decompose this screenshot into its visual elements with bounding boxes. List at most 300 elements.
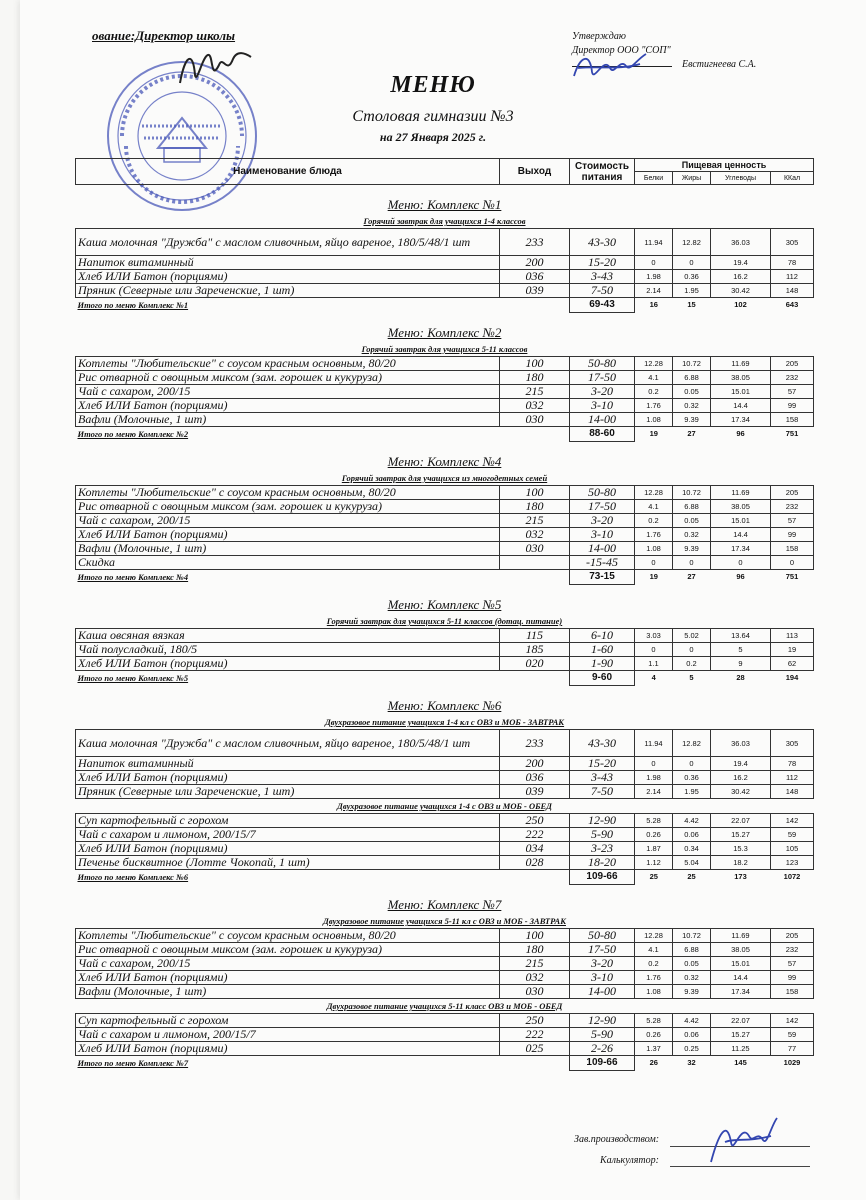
dish-fats: 10.72 xyxy=(673,357,711,371)
dish-fats: 10.72 xyxy=(673,486,711,500)
dish-output: 100 xyxy=(500,929,570,943)
dish-carbs: 16.2 xyxy=(711,771,771,785)
table-row xyxy=(76,528,814,542)
dish-output: 215 xyxy=(500,385,570,399)
dish-name: Котлеты "Любительские" с соусом красным основным, 80/20 xyxy=(76,357,500,371)
dish-kcal: 205 xyxy=(771,929,814,943)
dish-fats: 9.39 xyxy=(673,542,711,556)
dish-price: 15-20 xyxy=(570,256,635,270)
col-header-proteins: Белки xyxy=(635,172,673,185)
group-title: Горячий завтрак для учащихся 5-11 классов xyxy=(361,344,528,354)
dish-kcal: 305 xyxy=(771,730,814,757)
total-kcal: 194 xyxy=(785,673,799,683)
dish-kcal: 57 xyxy=(771,957,814,971)
dish-name: Хлеб ИЛИ Батон (порциями) xyxy=(76,971,500,985)
total-fats: 27 xyxy=(687,572,696,582)
dish-proteins: 4.1 xyxy=(635,500,673,514)
dish-kcal: 62 xyxy=(771,657,814,671)
total-fats: 25 xyxy=(687,872,696,882)
dish-proteins: 0.26 xyxy=(635,828,673,842)
col-header-carbs: Углеводы xyxy=(711,172,771,185)
total-proteins: 26 xyxy=(649,1058,658,1068)
dish-output: 030 xyxy=(500,985,570,999)
table-row xyxy=(76,985,814,999)
dish-name: Чай с сахаром и лимоном, 200/15/7 xyxy=(76,1028,500,1042)
dish-fats: 4.42 xyxy=(673,814,711,828)
dish-fats: 6.88 xyxy=(673,500,711,514)
dish-kcal: 205 xyxy=(771,486,814,500)
dish-proteins: 0 xyxy=(635,556,673,570)
table-row xyxy=(76,514,814,528)
dish-fats: 0.25 xyxy=(673,1042,711,1056)
group-title: Двухразовое питание учащихся 5-11 кл с ОВЗ и МОБ - ЗАВТРАК xyxy=(323,916,566,926)
dish-carbs: 38.05 xyxy=(711,943,771,957)
table-row xyxy=(76,643,814,657)
dish-name: Чай полусладкий, 180/5 xyxy=(76,643,500,657)
total-label: Итого по меню Комплекс №2 xyxy=(77,429,189,440)
table-row xyxy=(76,814,814,828)
dish-price: 7-50 xyxy=(570,284,635,298)
section-title: Меню: Комплекс №2 xyxy=(387,325,502,340)
dish-kcal: 112 xyxy=(771,270,814,284)
dish-proteins: 1.98 xyxy=(635,270,673,284)
dish-name: Печенье бисквитное (Лотте Чокопай, 1 шт) xyxy=(76,856,500,870)
dish-fats: 0.05 xyxy=(673,957,711,971)
table-row xyxy=(76,828,814,842)
table-row xyxy=(76,229,814,256)
dish-name: Рис отварной с овощным миксом (зам. горошек и кукуруза) xyxy=(76,943,500,957)
dish-output: 032 xyxy=(500,528,570,542)
total-fats: 27 xyxy=(687,429,696,439)
dish-price: 3-10 xyxy=(570,528,635,542)
dish-price: 5-90 xyxy=(570,828,635,842)
dish-kcal: 0 xyxy=(771,556,814,570)
total-kcal: 1029 xyxy=(783,1058,801,1068)
dish-output: 233 xyxy=(500,229,570,256)
dish-fats: 12.82 xyxy=(673,229,711,256)
dish-proteins: 0.2 xyxy=(635,514,673,528)
dish-proteins: 0.2 xyxy=(635,957,673,971)
dish-fats: 0.32 xyxy=(673,528,711,542)
dish-output: 200 xyxy=(500,757,570,771)
dish-price: 43-30 xyxy=(570,730,635,757)
dish-proteins: 0 xyxy=(635,256,673,270)
dish-kcal: 105 xyxy=(771,842,814,856)
dish-carbs: 15.3 xyxy=(711,842,771,856)
agreed-label: ование:Директор школы xyxy=(92,28,236,43)
dish-carbs: 0 xyxy=(711,556,771,570)
table-row xyxy=(76,1014,814,1028)
table-row xyxy=(76,371,814,385)
dish-proteins: 12.28 xyxy=(635,357,673,371)
total-carbs: 28 xyxy=(736,673,745,683)
dish-kcal: 19 xyxy=(771,643,814,657)
dish-name: Вафли (Молочные, 1 шт) xyxy=(76,413,500,427)
total-price: 88-60 xyxy=(570,427,635,442)
dish-kcal: 232 xyxy=(771,371,814,385)
total-kcal: 643 xyxy=(785,300,799,310)
dish-carbs: 11.69 xyxy=(711,357,771,371)
dish-proteins: 1.37 xyxy=(635,1042,673,1056)
col-header-nutrition: Пищевая ценность xyxy=(635,159,814,172)
dish-output: 032 xyxy=(500,971,570,985)
dish-output: 100 xyxy=(500,357,570,371)
col-header-kcal: ККал xyxy=(771,172,814,185)
dish-kcal: 232 xyxy=(771,500,814,514)
dish-proteins: 5.28 xyxy=(635,1014,673,1028)
section-title: Меню: Комплекс №4 xyxy=(387,454,502,469)
dish-name: Хлеб ИЛИ Батон (порциями) xyxy=(76,270,500,284)
total-label: Итого по меню Комплекс №4 xyxy=(77,572,189,583)
production-head-label: Зав.производством: xyxy=(574,1134,660,1145)
dish-fats: 0.05 xyxy=(673,514,711,528)
dish-kcal: 57 xyxy=(771,514,814,528)
dish-kcal: 142 xyxy=(771,814,814,828)
section-header xyxy=(76,885,814,915)
dish-proteins: 1.12 xyxy=(635,856,673,870)
dish-carbs: 38.05 xyxy=(711,371,771,385)
dish-price: 18-20 xyxy=(570,856,635,870)
dish-kcal: 142 xyxy=(771,1014,814,1028)
dish-carbs: 14.4 xyxy=(711,971,771,985)
col-header-price: Стоимость питания xyxy=(570,159,635,185)
dish-output: 034 xyxy=(500,842,570,856)
dish-kcal: 232 xyxy=(771,943,814,957)
dish-fats: 0 xyxy=(673,556,711,570)
approve-line: Директор ООО "СОП" xyxy=(572,45,671,56)
total-row xyxy=(76,1056,814,1071)
col-header-name: Наименование блюда xyxy=(76,159,500,185)
dish-price: 15-20 xyxy=(570,757,635,771)
dish-price: 6-10 xyxy=(570,629,635,643)
dish-proteins: 1.08 xyxy=(635,413,673,427)
table-row xyxy=(76,657,814,671)
total-proteins: 19 xyxy=(649,572,658,582)
dish-price: 1-60 xyxy=(570,643,635,657)
dish-fats: 9.39 xyxy=(673,985,711,999)
dish-carbs: 30.42 xyxy=(711,284,771,298)
dish-price: 3-20 xyxy=(570,514,635,528)
total-label: Итого по меню Комплекс №1 xyxy=(77,300,189,311)
dish-fats: 5.02 xyxy=(673,629,711,643)
dish-price: 17-50 xyxy=(570,500,635,514)
dish-output: 215 xyxy=(500,957,570,971)
dish-proteins: 1.98 xyxy=(635,771,673,785)
dish-output: 250 xyxy=(500,1014,570,1028)
dish-kcal: 148 xyxy=(771,785,814,799)
dish-output: 222 xyxy=(500,1028,570,1042)
dish-price: 43-30 xyxy=(570,229,635,256)
dish-proteins: 0.2 xyxy=(635,385,673,399)
dish-kcal: 59 xyxy=(771,1028,814,1042)
group-header xyxy=(76,342,814,357)
canteen-subtitle: Столовая гимназии №3 xyxy=(352,108,514,125)
dish-price: 3-20 xyxy=(570,385,635,399)
dish-output: 030 xyxy=(500,542,570,556)
dish-name: Хлеб ИЛИ Батон (порциями) xyxy=(76,657,500,671)
dish-carbs: 9 xyxy=(711,657,771,671)
dish-proteins: 11.94 xyxy=(635,730,673,757)
dish-kcal: 78 xyxy=(771,256,814,270)
dish-price: 50-80 xyxy=(570,486,635,500)
dish-output: 233 xyxy=(500,730,570,757)
dish-kcal: 77 xyxy=(771,1042,814,1056)
dish-proteins: 2.14 xyxy=(635,785,673,799)
dish-proteins: 1.76 xyxy=(635,971,673,985)
dish-proteins: 1.1 xyxy=(635,657,673,671)
table-row xyxy=(76,842,814,856)
dish-kcal: 148 xyxy=(771,284,814,298)
dish-name: Пряник (Северные или Зареченские, 1 шт) xyxy=(76,284,500,298)
dish-output: 180 xyxy=(500,943,570,957)
total-proteins: 4 xyxy=(651,673,656,683)
dish-price: 3-20 xyxy=(570,957,635,971)
dish-kcal: 158 xyxy=(771,413,814,427)
dish-carbs: 17.34 xyxy=(711,413,771,427)
dish-carbs: 19.4 xyxy=(711,256,771,270)
menu-body xyxy=(76,185,814,1071)
dish-carbs: 15.01 xyxy=(711,957,771,971)
dish-proteins: 0.26 xyxy=(635,1028,673,1042)
group-header xyxy=(76,799,814,814)
dish-carbs: 11.25 xyxy=(711,1042,771,1056)
total-proteins: 25 xyxy=(649,872,658,882)
table-row xyxy=(76,413,814,427)
dish-fats: 10.72 xyxy=(673,929,711,943)
table-row xyxy=(76,556,814,570)
total-kcal: 751 xyxy=(785,429,799,439)
dish-proteins: 4.1 xyxy=(635,943,673,957)
dish-proteins: 1.76 xyxy=(635,399,673,413)
total-carbs: 96 xyxy=(736,572,745,582)
dish-price: 17-50 xyxy=(570,371,635,385)
approve-line: Евстигнеева С.А. xyxy=(682,59,757,70)
group-header xyxy=(76,614,814,629)
dish-kcal: 123 xyxy=(771,856,814,870)
dish-carbs: 15.01 xyxy=(711,514,771,528)
total-kcal: 1072 xyxy=(783,872,801,882)
dish-name: Напиток витаминный xyxy=(76,256,500,270)
dish-kcal: 158 xyxy=(771,985,814,999)
total-price: 109-66 xyxy=(570,1056,635,1071)
dish-output: 039 xyxy=(500,284,570,298)
dish-carbs: 15.27 xyxy=(711,828,771,842)
total-price: 9-60 xyxy=(570,671,635,686)
dish-name: Пряник (Северные или Зареченские, 1 шт) xyxy=(76,785,500,799)
total-fats: 15 xyxy=(687,300,696,310)
dish-kcal: 59 xyxy=(771,828,814,842)
table-row xyxy=(76,399,814,413)
dish-output: 200 xyxy=(500,256,570,270)
dish-price: 17-50 xyxy=(570,943,635,957)
dish-output: 100 xyxy=(500,486,570,500)
table-row xyxy=(76,929,814,943)
dish-price: 3-10 xyxy=(570,971,635,985)
signature-line xyxy=(572,66,672,67)
dish-name: Суп картофельный с горохом xyxy=(76,1014,500,1028)
dish-carbs: 36.03 xyxy=(711,229,771,256)
dish-proteins: 1.08 xyxy=(635,542,673,556)
section-header xyxy=(76,442,814,472)
table-row xyxy=(76,943,814,957)
dish-price: 3-23 xyxy=(570,842,635,856)
total-kcal: 751 xyxy=(785,572,799,582)
dish-kcal: 78 xyxy=(771,757,814,771)
group-title: Двухразовое питание учащихся 1-4 с ОВЗ и МОБ - ОБЕД xyxy=(337,801,552,811)
table-row xyxy=(76,357,814,371)
table-row xyxy=(76,542,814,556)
table-row xyxy=(76,270,814,284)
section-header xyxy=(76,185,814,215)
dish-carbs: 14.4 xyxy=(711,528,771,542)
dish-name: Скидка xyxy=(76,556,500,570)
calculator-line xyxy=(670,1166,810,1167)
dish-output: 115 xyxy=(500,629,570,643)
table-row xyxy=(76,1042,814,1056)
table-row xyxy=(76,385,814,399)
total-row xyxy=(76,298,814,313)
group-header xyxy=(76,214,814,229)
dish-name: Вафли (Молочные, 1 шт) xyxy=(76,542,500,556)
total-label: Итого по меню Комплекс №5 xyxy=(77,673,189,684)
table-row xyxy=(76,757,814,771)
dish-fats: 0.06 xyxy=(673,1028,711,1042)
dish-price: 12-90 xyxy=(570,814,635,828)
dish-carbs: 16.2 xyxy=(711,270,771,284)
dish-output: 036 xyxy=(500,270,570,284)
dish-name: Хлеб ИЛИ Батон (порциями) xyxy=(76,1042,500,1056)
table-row xyxy=(76,856,814,870)
calculator-label: Калькулятор: xyxy=(600,1155,659,1166)
dish-name: Напиток витаминный xyxy=(76,757,500,771)
dish-output: 180 xyxy=(500,371,570,385)
dish-name: Хлеб ИЛИ Батон (порциями) xyxy=(76,399,500,413)
dish-carbs: 18.2 xyxy=(711,856,771,870)
group-header xyxy=(76,715,814,730)
group-header xyxy=(76,914,814,929)
total-row xyxy=(76,570,814,585)
dish-price: 3-10 xyxy=(570,399,635,413)
dish-proteins: 1.76 xyxy=(635,528,673,542)
dish-name: Чай с сахаром, 200/15 xyxy=(76,385,500,399)
page-title: МЕНЮ xyxy=(390,72,476,98)
dish-proteins: 12.28 xyxy=(635,929,673,943)
dish-fats: 0.34 xyxy=(673,842,711,856)
dish-kcal: 205 xyxy=(771,357,814,371)
dish-output: 185 xyxy=(500,643,570,657)
group-header xyxy=(76,999,814,1014)
col-header-fats: Жиры xyxy=(673,172,711,185)
dish-carbs: 11.69 xyxy=(711,929,771,943)
total-fats: 32 xyxy=(687,1058,696,1068)
dish-proteins: 1.08 xyxy=(635,985,673,999)
dish-output: 250 xyxy=(500,814,570,828)
dish-carbs: 36.03 xyxy=(711,730,771,757)
dish-proteins: 1.87 xyxy=(635,842,673,856)
dish-name: Котлеты "Любительские" с соусом красным основным, 80/20 xyxy=(76,486,500,500)
dish-price: 2-26 xyxy=(570,1042,635,1056)
table-row xyxy=(76,785,814,799)
table-row xyxy=(76,256,814,270)
dish-name: Хлеб ИЛИ Батон (порциями) xyxy=(76,528,500,542)
dish-price: 14-00 xyxy=(570,413,635,427)
total-proteins: 19 xyxy=(649,429,658,439)
dish-carbs: 17.34 xyxy=(711,542,771,556)
dish-fats: 0 xyxy=(673,256,711,270)
dish-name: Каша молочная "Дружба" с маслом сливочным, яйцо вареное, 180/5/48/1 шт xyxy=(76,229,500,256)
dish-kcal: 112 xyxy=(771,771,814,785)
total-price: 109-66 xyxy=(570,870,635,885)
total-price: 69-43 xyxy=(570,298,635,313)
group-title: Горячий завтрак для учащихся 5-11 классов (дотац. питание) xyxy=(326,616,563,626)
dish-name: Чай с сахаром, 200/15 xyxy=(76,957,500,971)
dish-price: 7-50 xyxy=(570,785,635,799)
dish-proteins: 12.28 xyxy=(635,486,673,500)
dish-output: 036 xyxy=(500,771,570,785)
table-row xyxy=(76,1028,814,1042)
total-carbs: 96 xyxy=(736,429,745,439)
dish-carbs: 15.27 xyxy=(711,1028,771,1042)
dish-price: 50-80 xyxy=(570,357,635,371)
dish-fats: 0.2 xyxy=(673,657,711,671)
total-fats: 5 xyxy=(689,673,694,683)
total-label: Итого по меню Комплекс №7 xyxy=(77,1058,189,1069)
dish-fats: 12.82 xyxy=(673,730,711,757)
dish-name: Хлеб ИЛИ Батон (порциями) xyxy=(76,842,500,856)
menu-date: на 27 Января 2025 г. xyxy=(379,130,487,144)
dish-carbs: 5 xyxy=(711,643,771,657)
dish-carbs: 19.4 xyxy=(711,757,771,771)
total-label: Итого по меню Комплекс №6 xyxy=(77,872,189,883)
dish-carbs: 14.4 xyxy=(711,399,771,413)
dish-output: 025 xyxy=(500,1042,570,1056)
total-carbs: 102 xyxy=(734,300,747,310)
section-title: Меню: Комплекс №5 xyxy=(387,597,502,612)
dish-output: 030 xyxy=(500,413,570,427)
dish-fats: 6.88 xyxy=(673,371,711,385)
table-row xyxy=(76,730,814,757)
section-title: Меню: Комплекс №6 xyxy=(387,698,502,713)
dish-fats: 4.42 xyxy=(673,1014,711,1028)
approval-block xyxy=(572,30,756,72)
dish-name: Каша овсяная вязкая xyxy=(76,629,500,643)
dish-price: 1-90 xyxy=(570,657,635,671)
dish-proteins: 3.03 xyxy=(635,629,673,643)
dish-fats: 0.06 xyxy=(673,828,711,842)
table-row xyxy=(76,971,814,985)
menu-table xyxy=(75,158,814,1071)
section-title: Меню: Комплекс №1 xyxy=(387,197,502,212)
table-row xyxy=(76,500,814,514)
dish-fats: 0 xyxy=(673,757,711,771)
table-row xyxy=(76,957,814,971)
dish-output: 039 xyxy=(500,785,570,799)
dish-name: Рис отварной с овощным миксом (зам. горошек и кукуруза) xyxy=(76,500,500,514)
dish-fats: 0.36 xyxy=(673,270,711,284)
section-header xyxy=(76,686,814,716)
dish-carbs: 22.07 xyxy=(711,814,771,828)
dish-carbs: 38.05 xyxy=(711,500,771,514)
dish-name: Каша молочная "Дружба" с маслом сливочным, яйцо вареное, 180/5/48/1 шт xyxy=(76,730,500,757)
dish-name: Хлеб ИЛИ Батон (порциями) xyxy=(76,771,500,785)
table-row xyxy=(76,486,814,500)
dish-proteins: 11.94 xyxy=(635,229,673,256)
dish-output: 215 xyxy=(500,514,570,528)
dish-fats: 0.32 xyxy=(673,399,711,413)
total-row xyxy=(76,427,814,442)
dish-output: 028 xyxy=(500,856,570,870)
group-title: Двухразовое питание учащихся 1-4 кл с ОВЗ и МОБ - ЗАВТРАК xyxy=(324,717,565,727)
